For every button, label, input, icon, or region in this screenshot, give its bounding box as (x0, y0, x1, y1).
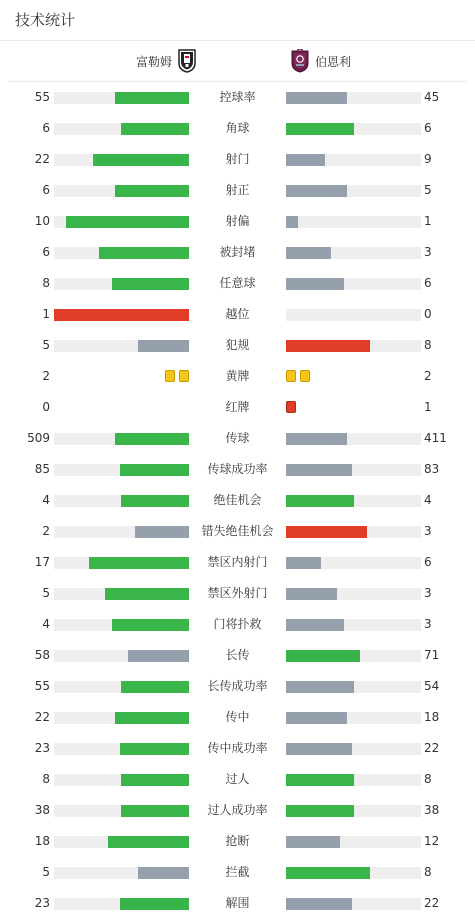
home-stat-bar (54, 619, 189, 631)
away-stat-value: 3 (424, 524, 432, 538)
away-stat-bar-fill (286, 867, 370, 879)
stat-label: 长传 (225, 648, 250, 662)
stat-label: 任意球 (219, 276, 256, 290)
stat-row (0, 764, 475, 795)
home-stat-value: 6 (42, 245, 50, 259)
away-stat-value: 6 (424, 555, 432, 569)
stat-row (0, 454, 475, 485)
stat-label: 角球 (225, 121, 250, 135)
home-cards (54, 370, 189, 384)
stat-label: 黄牌 (225, 369, 250, 383)
away-stat-bar-fill (286, 557, 321, 569)
home-stat-bar-fill (89, 557, 189, 569)
home-stat-value: 5 (42, 338, 50, 352)
away-stat-bar (286, 712, 421, 724)
home-stat-value: 5 (42, 586, 50, 600)
home-stat-bar-fill (54, 309, 189, 321)
away-stat-bar-fill (286, 278, 344, 290)
stat-label: 射偏 (225, 214, 250, 228)
stat-label: 错失绝佳机会 (201, 524, 274, 538)
home-stat-bar-fill (138, 867, 189, 879)
stat-row (0, 702, 475, 733)
away-stat-bar (286, 464, 421, 476)
home-stat-value: 1 (42, 307, 50, 321)
away-stat-bar (286, 278, 421, 290)
stat-label: 门将扑救 (213, 617, 262, 631)
yellow-card-icon (179, 370, 189, 382)
away-stat-value: 411 (424, 431, 447, 445)
away-stat-bar-fill (286, 340, 370, 352)
away-stat-bar (286, 185, 421, 197)
stat-row (0, 206, 475, 237)
home-stat-bar-fill (112, 278, 189, 290)
away-stat-value: 3 (424, 245, 432, 259)
home-stat-bar (54, 247, 189, 259)
home-stat-bar-fill (108, 836, 189, 848)
home-stat-bar-fill (128, 650, 189, 662)
red-card-icon (286, 401, 296, 413)
home-stat-bar-fill (121, 681, 189, 693)
yellow-card-icon (165, 370, 175, 382)
away-stat-bar (286, 867, 421, 879)
stat-row (0, 268, 475, 299)
away-stat-value: 8 (424, 772, 432, 786)
stat-row (0, 857, 475, 888)
home-stat-bar (54, 309, 189, 321)
stat-row (0, 516, 475, 547)
away-stat-value: 3 (424, 617, 432, 631)
stat-label: 犯规 (225, 338, 250, 352)
away-stat-bar (286, 805, 421, 817)
home-stat-value: 6 (42, 183, 50, 197)
stat-label: 禁区内射门 (207, 555, 268, 569)
home-stat-value: 5 (42, 865, 50, 879)
home-stat-value: 58 (34, 648, 50, 662)
away-stat-bar-fill (286, 433, 347, 445)
away-stat-bar (286, 309, 421, 321)
home-stat-bar-fill (115, 185, 189, 197)
home-stat-bar (54, 588, 189, 600)
home-stat-value: 8 (42, 276, 50, 290)
home-team[interactable] (8, 41, 196, 81)
home-stat-value: 22 (34, 710, 50, 724)
away-team-name: 伯恩利 (315, 54, 352, 69)
away-stat-value: 5 (424, 183, 432, 197)
home-stat-value: 10 (34, 214, 50, 228)
away-stat-bar-fill (286, 247, 331, 259)
away-stat-value: 18 (424, 710, 440, 724)
stat-label: 解围 (225, 896, 250, 910)
home-stat-bar-fill (120, 743, 189, 755)
home-stat-bar-fill (112, 619, 189, 631)
away-stat-bar-fill (286, 898, 352, 910)
away-stat-bar-fill (286, 619, 344, 631)
away-stat-bar-fill (286, 836, 340, 848)
home-stat-bar (54, 433, 189, 445)
away-stat-value: 83 (424, 462, 440, 476)
stat-label: 传球成功率 (207, 462, 268, 476)
home-stat-bar (54, 340, 189, 352)
away-cards (286, 401, 421, 415)
stat-label: 拦截 (225, 865, 250, 879)
stat-label: 过人成功率 (207, 803, 268, 817)
stat-row (0, 609, 475, 640)
away-stat-bar (286, 154, 421, 166)
away-stat-value: 3 (424, 586, 432, 600)
home-stat-bar (54, 743, 189, 755)
home-stat-value: 23 (34, 741, 50, 755)
home-cards (54, 401, 189, 415)
home-stat-bar-fill (138, 340, 189, 352)
away-stat-bar (286, 743, 421, 755)
home-stat-bar-fill (99, 247, 189, 259)
burnley-crest-icon (291, 49, 309, 73)
away-stat-value: 12 (424, 834, 440, 848)
home-stat-bar (54, 92, 189, 104)
away-stat-value: 6 (424, 276, 432, 290)
away-stat-bar (286, 898, 421, 910)
away-stat-bar (286, 495, 421, 507)
away-stat-value: 22 (424, 741, 440, 755)
away-stat-bar-fill (286, 464, 352, 476)
stat-label: 传中成功率 (207, 741, 268, 755)
stat-label: 绝佳机会 (213, 493, 262, 507)
home-stat-bar-fill (105, 588, 189, 600)
stat-label: 控球率 (219, 90, 256, 104)
home-stat-value: 6 (42, 121, 50, 135)
stat-label: 禁区外射门 (207, 586, 268, 600)
away-stat-bar-fill (286, 495, 354, 507)
stat-row (0, 392, 475, 423)
stat-row (0, 423, 475, 454)
home-stat-bar (54, 557, 189, 569)
home-stat-bar (54, 650, 189, 662)
stat-label: 抢断 (225, 834, 250, 848)
away-stat-bar (286, 247, 421, 259)
home-stat-value: 55 (34, 679, 50, 693)
home-stat-value: 23 (34, 896, 50, 910)
away-stat-value: 8 (424, 338, 432, 352)
stat-row (0, 82, 475, 113)
away-stat-bar-fill (286, 185, 347, 197)
home-stat-bar (54, 774, 189, 786)
home-stat-value: 2 (42, 524, 50, 538)
home-stat-bar (54, 805, 189, 817)
away-stat-value: 45 (424, 90, 440, 104)
home-stat-value: 85 (34, 462, 50, 476)
away-stat-bar (286, 433, 421, 445)
away-stat-bar-fill (286, 216, 298, 228)
away-stat-bar-fill (286, 92, 347, 104)
away-stat-bar-fill (286, 743, 352, 755)
stat-label: 越位 (225, 307, 250, 321)
stat-label: 传中 (225, 710, 250, 724)
home-stat-bar-fill (121, 774, 189, 786)
home-stat-value: 4 (42, 617, 50, 631)
away-stat-bar (286, 216, 421, 228)
home-stat-value: 509 (27, 431, 50, 445)
away-stat-value: 6 (424, 121, 432, 135)
home-stat-bar (54, 867, 189, 879)
home-stat-bar-fill (120, 464, 189, 476)
stat-row (0, 733, 475, 764)
teams-header (8, 41, 467, 82)
away-stat-value: 1 (424, 214, 432, 228)
home-team-name: 富勒姆 (135, 54, 172, 69)
home-stat-bar (54, 154, 189, 166)
home-stat-value: 0 (42, 400, 50, 414)
stats-table (0, 82, 475, 919)
stat-row (0, 485, 475, 516)
away-stat-bar-fill (286, 123, 354, 135)
away-stat-bar (286, 588, 421, 600)
home-stat-bar-fill (121, 495, 189, 507)
home-stat-bar (54, 216, 189, 228)
away-stat-bar-fill (286, 154, 325, 166)
stat-label: 过人 (225, 772, 250, 786)
home-stat-bar (54, 495, 189, 507)
away-stat-value: 22 (424, 896, 440, 910)
home-stat-value: 18 (34, 834, 50, 848)
stat-row (0, 113, 475, 144)
away-stat-bar (286, 619, 421, 631)
stat-label: 长传成功率 (207, 679, 268, 693)
away-stat-value: 71 (424, 648, 440, 662)
yellow-card-icon (300, 370, 310, 382)
home-stat-bar-fill (93, 154, 189, 166)
away-stat-bar (286, 340, 421, 352)
home-stat-bar-fill (121, 805, 189, 817)
stat-label: 被封堵 (219, 245, 256, 259)
away-stat-bar-fill (286, 774, 354, 786)
home-stat-bar-fill (121, 123, 189, 135)
away-stat-bar-fill (286, 650, 360, 662)
home-stat-value: 38 (34, 803, 50, 817)
stat-row (0, 144, 475, 175)
stat-row (0, 175, 475, 206)
stat-row (0, 237, 475, 268)
stat-row (0, 578, 475, 609)
stat-label: 传球 (225, 431, 250, 445)
away-stat-bar (286, 123, 421, 135)
away-stat-bar (286, 774, 421, 786)
home-stat-bar (54, 712, 189, 724)
away-stat-bar-fill (286, 712, 347, 724)
home-stat-bar-fill (115, 433, 189, 445)
away-stat-bar (286, 92, 421, 104)
stat-row (0, 547, 475, 578)
home-stat-bar-fill (115, 712, 189, 724)
home-stat-bar (54, 278, 189, 290)
away-stat-value: 2 (424, 369, 432, 383)
away-stat-value: 1 (424, 400, 432, 414)
home-stat-value: 17 (34, 555, 50, 569)
away-stat-bar (286, 681, 421, 693)
away-stat-bar (286, 557, 421, 569)
stat-row (0, 361, 475, 392)
yellow-card-icon (286, 370, 296, 382)
home-stat-value: 4 (42, 493, 50, 507)
stat-row (0, 888, 475, 919)
fulham-crest-icon (178, 49, 196, 73)
away-stat-bar-fill (286, 681, 354, 693)
home-stat-bar-fill (120, 898, 189, 910)
away-stat-value: 0 (424, 307, 432, 321)
home-stat-bar-fill (115, 92, 189, 104)
home-stat-value: 22 (34, 152, 50, 166)
home-stat-value: 55 (34, 90, 50, 104)
home-stat-bar (54, 123, 189, 135)
home-stat-bar (54, 681, 189, 693)
home-stat-bar-fill (66, 216, 189, 228)
home-stat-bar (54, 836, 189, 848)
away-stat-value: 4 (424, 493, 432, 507)
stat-row (0, 795, 475, 826)
stat-row (0, 671, 475, 702)
stat-label: 射正 (225, 183, 250, 197)
away-stat-value: 8 (424, 865, 432, 879)
away-stat-bar-fill (286, 805, 354, 817)
stat-row (0, 299, 475, 330)
stat-row (0, 330, 475, 361)
away-stat-bar-fill (286, 526, 367, 538)
home-stat-bar (54, 185, 189, 197)
home-stat-bar (54, 526, 189, 538)
home-stat-value: 2 (42, 369, 50, 383)
away-stat-bar-fill (286, 588, 337, 600)
away-stat-bar (286, 526, 421, 538)
away-stat-value: 9 (424, 152, 432, 166)
home-stat-bar-fill (135, 526, 189, 538)
stat-label: 红牌 (225, 400, 250, 414)
home-stat-bar (54, 898, 189, 910)
away-stat-value: 38 (424, 803, 440, 817)
away-stat-bar (286, 650, 421, 662)
stat-label: 射门 (225, 152, 250, 166)
home-stat-value: 8 (42, 772, 50, 786)
away-team[interactable] (291, 41, 451, 81)
away-cards (286, 370, 421, 384)
page-title: 技术统计 (0, 0, 475, 41)
away-stat-value: 54 (424, 679, 440, 693)
stat-row (0, 640, 475, 671)
stat-row (0, 826, 475, 857)
away-stat-bar (286, 836, 421, 848)
home-stat-bar (54, 464, 189, 476)
